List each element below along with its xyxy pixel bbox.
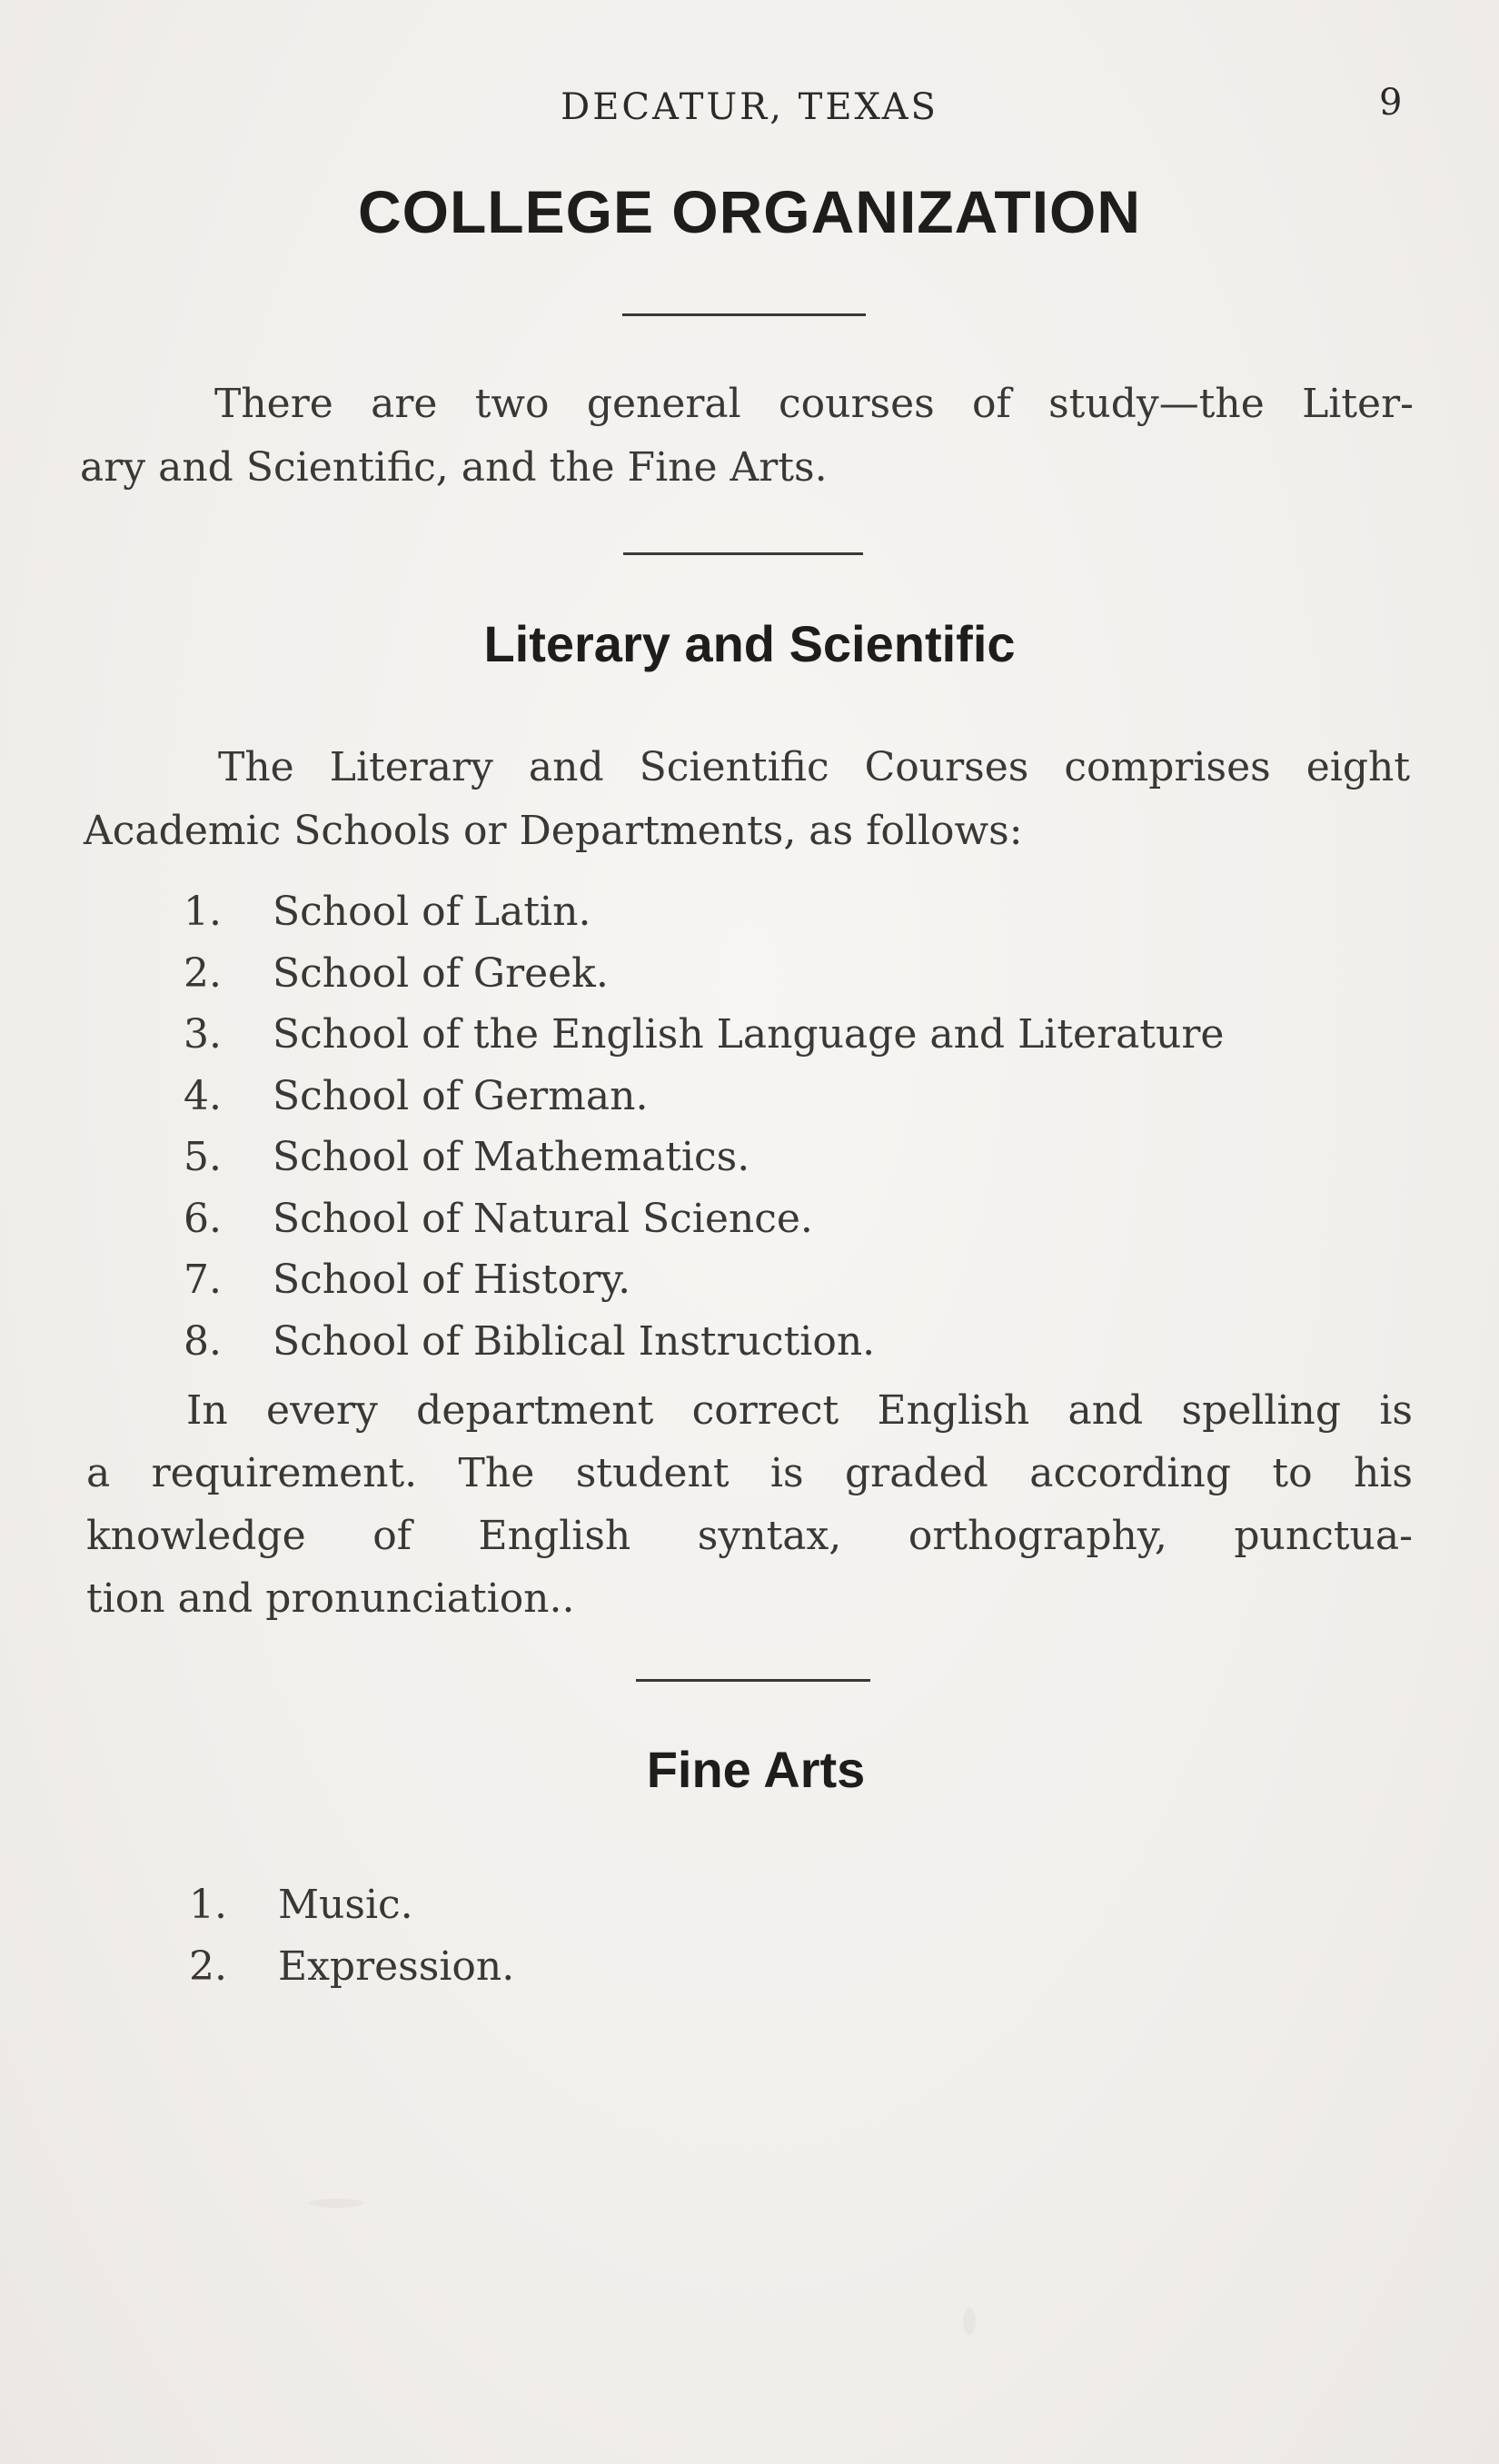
literary-intro-line-1: The Literary and Scientific Courses comprises eight — [218, 744, 1410, 790]
list-item — [184, 943, 1224, 1005]
list-item-number: 2. — [184, 949, 222, 997]
list-item-number: 7. — [184, 1257, 222, 1303]
list-item-label: School of Latin. — [273, 889, 591, 935]
list-item — [184, 1066, 1224, 1128]
fine-arts-divider — [636, 1679, 870, 1682]
list-item-number: 4. — [184, 1072, 222, 1119]
title-divider — [622, 313, 866, 316]
list-item — [184, 1249, 1224, 1311]
list-item-label: School of Biblical Instruction. — [273, 1317, 876, 1365]
list-item-label: School of History. — [273, 1257, 631, 1303]
list-item — [189, 1874, 514, 1936]
literary-scientific-heading: Literary and Scientific — [483, 615, 1016, 672]
intro-divider — [623, 552, 863, 555]
requirement-line-2: a requirement. The student is graded according to his — [86, 1450, 1413, 1496]
list-item — [184, 1311, 1224, 1373]
literary-intro-paragraph — [84, 736, 1410, 863]
list-item — [184, 1004, 1224, 1066]
page-number: 9 — [1379, 82, 1403, 124]
intro-line-1: There are two general courses of study—the Liter- — [214, 381, 1414, 427]
literary-intro-line-2: Academic Schools or Departments, as follows: — [84, 808, 1023, 854]
list-item-number: 1. — [189, 1882, 227, 1928]
list-item-label: School of Mathematics. — [273, 1134, 750, 1180]
requirement-paragraph — [86, 1379, 1413, 1630]
list-item-number: 8. — [184, 1317, 222, 1365]
list-item-number: 1. — [184, 889, 222, 935]
list-item-label: School of German. — [273, 1072, 649, 1119]
requirement-line-4: tion and pronunciation.. — [86, 1575, 575, 1622]
requirement-line-3: knowledge of English syntax, orthography, punctua- — [86, 1513, 1413, 1559]
list-item — [184, 1127, 1224, 1188]
requirement-line-1: In every department correct English and spelling is — [186, 1387, 1413, 1434]
list-item-label: School of Natural Science. — [273, 1195, 813, 1242]
list-item — [189, 1936, 514, 1998]
list-item-number: 3. — [184, 1011, 222, 1058]
list-item-label: Music. — [278, 1882, 413, 1928]
intro-paragraph — [80, 373, 1414, 500]
list-item — [184, 1188, 1224, 1250]
list-item — [184, 881, 1224, 943]
list-item-number: 6. — [184, 1195, 222, 1242]
paper-smudge — [309, 2199, 363, 2208]
running-head: DECATUR, TEXAS — [561, 86, 938, 128]
list-item-number: 2. — [189, 1942, 227, 1990]
list-item-label: Expression. — [278, 1942, 515, 1990]
intro-line-2: ary and Scientific, and the Fine Arts. — [80, 444, 828, 491]
fine-arts-heading: Fine Arts — [646, 1741, 866, 1798]
schools-list — [184, 881, 1224, 1372]
paper-smudge — [963, 2308, 976, 2335]
list-item-label: School of the English Language and Literature — [273, 1011, 1225, 1058]
list-item-number: 5. — [184, 1134, 222, 1180]
page-title: COLLEGE ORGANIZATION — [357, 178, 1142, 245]
list-item-label: School of Greek. — [273, 949, 609, 997]
fine-arts-list — [189, 1874, 514, 1997]
